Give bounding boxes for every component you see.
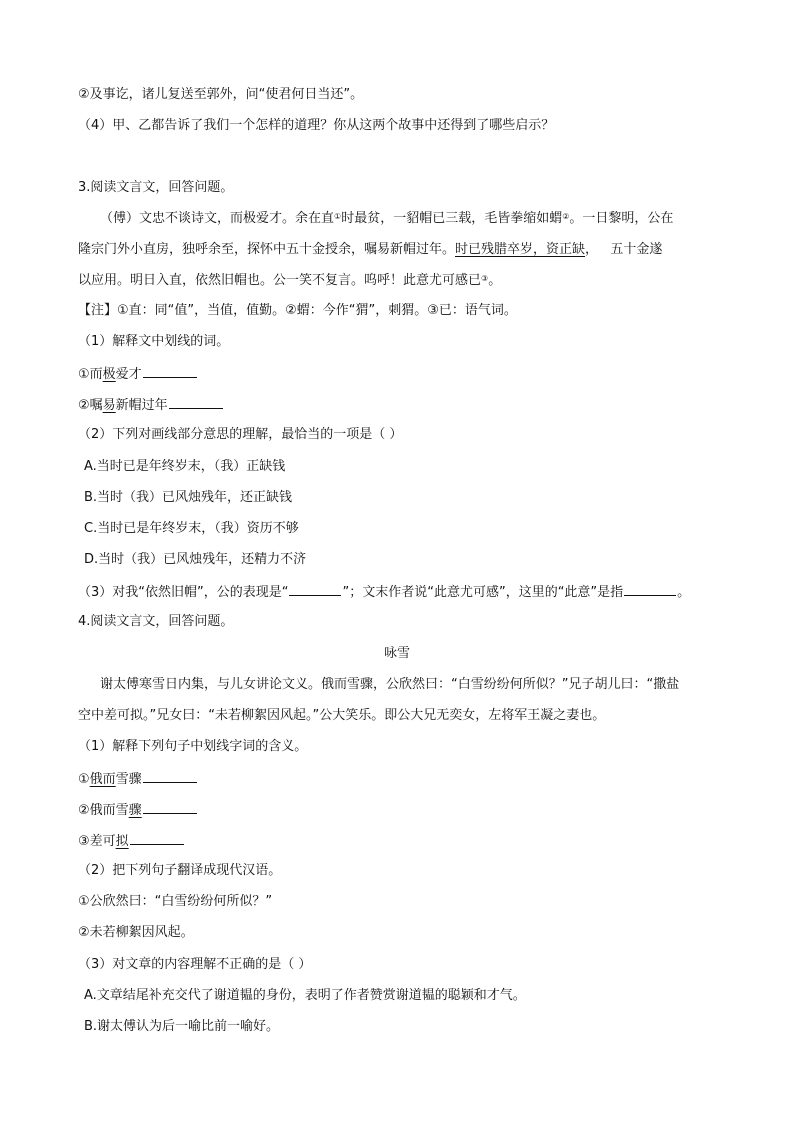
annotation-note: 【注】①直：同“值”，当值，值勤。②蝟：今作“猬”，刺猬。③已：语气词。 xyxy=(78,303,517,318)
item-text: ②俄而雪 xyxy=(78,803,129,818)
passage-text: 。一日黎明，公在 xyxy=(569,211,674,226)
item-text: ②嘱 xyxy=(78,398,103,413)
passage-text: 隆宗门外小直房，独呼余至，探怀中五十金授余，嘱易新帽过年。 xyxy=(78,242,456,257)
underlined-passage-text: 时已残腊卒岁，资正缺 xyxy=(455,242,586,257)
underlined-word: 拟 xyxy=(115,834,129,849)
underlined-word: 骤 xyxy=(128,803,142,818)
item-text: 新帽过年 xyxy=(115,398,168,413)
question-3-1-item-2 xyxy=(78,395,224,415)
passage-text: ， 五十金遂 xyxy=(585,242,663,257)
question-4-2: （2）把下列句子翻译成现代汉语。 xyxy=(78,863,282,878)
question-4-heading: 4.阅读文言文，回答问题。 xyxy=(78,614,234,629)
passage-3-line-3 xyxy=(78,272,501,290)
option-c[interactable]: C.当时已是年终岁末，（我）资历不够 xyxy=(84,521,299,536)
underlined-word: 易 xyxy=(102,398,116,413)
passage-3-line-1 xyxy=(100,210,673,228)
underlined-word: 俄而 xyxy=(89,772,116,787)
underlined-word: 极 xyxy=(102,367,116,382)
question-3-2: （2）下列对画线部分意思的理解，最恰当的一项是（ ） xyxy=(78,427,403,442)
question-text: 。 xyxy=(677,585,691,600)
question-4-1-item-1 xyxy=(78,769,198,789)
item-text: 雪骤 xyxy=(115,772,142,787)
passage-text: （傅）文忠不谈诗文，而极爱才。余在直 xyxy=(100,211,335,226)
passage-4-line-1: 谢太傅寒雪日内集，与儿女讲论文义。俄而雪骤，公欣然曰：“白雪纷纷何所似？”兄子胡儿曰：“撒盐 xyxy=(100,677,680,692)
question-text: （3）对我“依然旧帽”，公的表现是“ xyxy=(78,585,289,600)
question-4-1-item-3 xyxy=(78,831,185,851)
answer-blank[interactable] xyxy=(289,582,341,596)
answer-blank[interactable] xyxy=(143,800,197,814)
item-text: ①而 xyxy=(78,367,103,382)
question-text: ”；文末作者说“此意尤可感”，这里的“此意”是指 xyxy=(342,585,624,600)
answer-blank[interactable] xyxy=(143,364,197,378)
answer-blank[interactable] xyxy=(624,582,676,596)
item-text: 爱才 xyxy=(115,367,142,382)
option-b[interactable]: B.当时（我）已风烛残年，还正缺钱 xyxy=(84,490,293,505)
sentence-translation-item-2: ②及事讫，诸儿复送至郭外，问“使君何日当还”。 xyxy=(78,87,364,102)
option-a[interactable]: A.当时已是年终岁末，（我）正缺钱 xyxy=(84,459,286,474)
question-3-1: （1）解释文中划线的词。 xyxy=(78,334,230,349)
option-b[interactable]: B.谢太傅认为后一喻比前一喻好。 xyxy=(84,1019,280,1034)
passage-4-line-2: 空中差可拟。”兄女曰：“未若柳絮因风起。”公大笑乐。即公大兄无奕女，左将军王凝之妻也。 xyxy=(78,708,606,723)
answer-blank[interactable] xyxy=(130,831,184,845)
option-d[interactable]: D.当时（我）已风烛残年，还精力不济 xyxy=(84,552,307,567)
footnote-marker: ① xyxy=(334,212,342,221)
question-3-heading: 3.阅读文言文，回答问题。 xyxy=(78,180,234,195)
translation-item-2: ②未若柳絮因风起。 xyxy=(78,925,194,940)
question-4-1-item-2 xyxy=(78,800,198,820)
footnote-marker: ③ xyxy=(481,274,489,283)
answer-blank[interactable] xyxy=(169,395,223,409)
question-4-3: （3）对文章的内容理解不正确的是（ ） xyxy=(78,957,312,972)
passage-text: 以应用。明日入直，依然旧帽也。公一笑不复言。呜呼！此意尤可感已 xyxy=(78,273,482,288)
passage-3-line-2 xyxy=(78,241,662,259)
question-4: （4）甲、乙都告诉了我们一个怎样的道理？你从这两个故事中还得到了哪些启示？ xyxy=(78,118,555,133)
item-text: ③差可 xyxy=(78,834,116,849)
option-a[interactable]: A.文章结尾补充交代了谢道韫的身份，表明了作者赞赏谢道韫的聪颖和才气。 xyxy=(84,988,526,1003)
translation-item-1: ①公欣然曰：“白雪纷纷何所似？” xyxy=(78,894,273,909)
item-text: ① xyxy=(78,772,90,787)
passage-text: 时最贫，一貂帽已三载，毛皆拳缩如蝟 xyxy=(341,211,563,226)
answer-blank[interactable] xyxy=(143,769,197,783)
question-4-1: （1）解释下列句子中划线字词的含义。 xyxy=(78,739,308,754)
footnote-marker: ② xyxy=(562,212,570,221)
question-3-1-item-1 xyxy=(78,364,198,384)
passage-title: 咏雪 xyxy=(383,646,410,661)
question-3-3 xyxy=(78,582,690,602)
passage-text: 。 xyxy=(488,273,502,288)
